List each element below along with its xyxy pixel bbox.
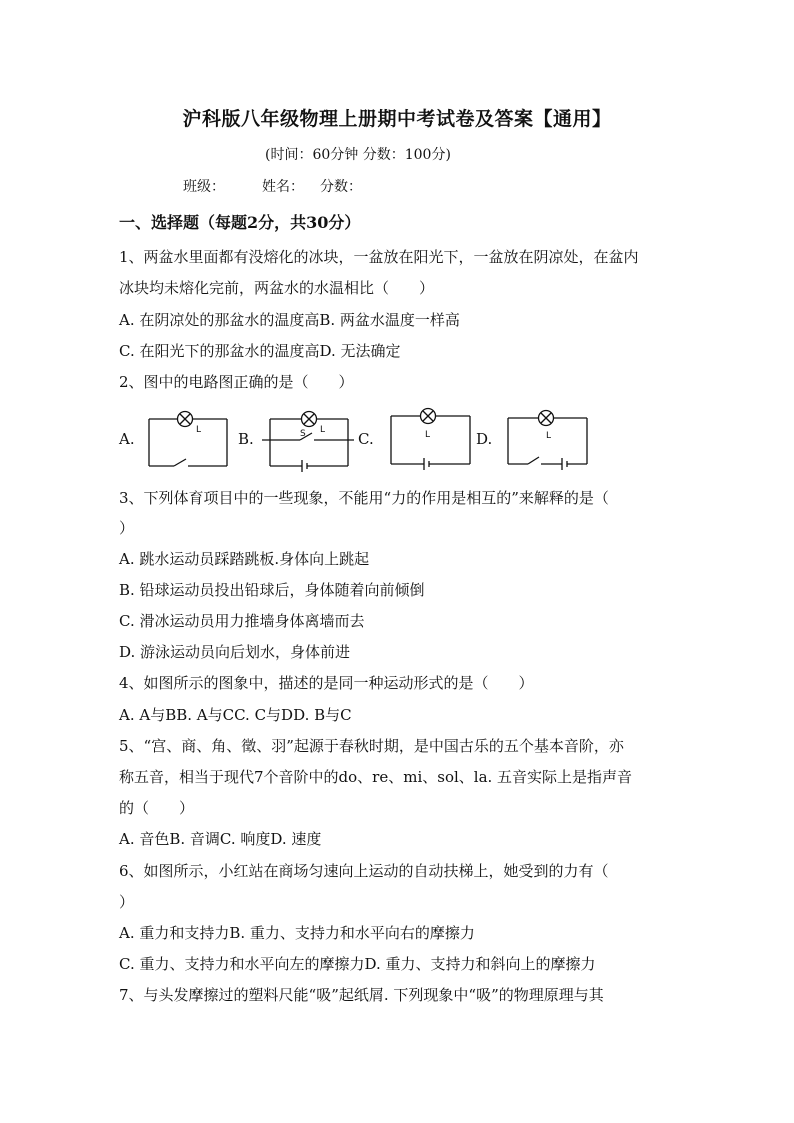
circuit-diagram-a — [140, 406, 235, 472]
q2-option-a-label: A. — [119, 430, 135, 448]
q1-options-ab: A. 在阴凉处的那盆水的温度高B. 两盆水温度一样高 — [119, 311, 460, 329]
name-label: 姓名： — [262, 179, 304, 195]
q5-stem-line3: 的（ ） — [119, 799, 195, 817]
switch-icon — [174, 459, 186, 466]
q5-stem-line2: 称五音，相当于现代7个音阶中的do、re、mi、sol、la. 五音实际上是指声音 — [119, 768, 633, 786]
q3-option-b: B. 铅球运动员投出铅球后，身体随着向前倾倒 — [119, 581, 425, 599]
q3-stem-line2: ） — [119, 519, 135, 537]
lamp-label: L — [196, 425, 202, 435]
q4-stem: 4、如图所示的图象中，描述的是同一种运动形式的是（ ） — [119, 674, 534, 692]
switch-label: S — [300, 429, 306, 439]
q7-stem-line1: 7、与头发摩擦过的塑料尺能“吸”起纸屑. 下列现象中“吸”的物理原理与其 — [119, 986, 604, 1004]
q2-stem: 2、图中的电路图正确的是（ ） — [119, 373, 354, 391]
q1-stem-line2: 冰块均未熔化完前，两盆水的水温相比（ ） — [119, 279, 435, 297]
q3-option-c: C. 滑冰运动员用力推墙身体离墙而去 — [119, 612, 365, 630]
q2-option-b-label: B. — [238, 430, 254, 448]
q6-options-ab: A. 重力和支持力B. 重力、支持力和水平向右的摩擦力 — [119, 924, 475, 942]
time-score-info: (时间：60分钟 分数：100分) — [265, 147, 451, 163]
lamp-label: L — [320, 425, 326, 435]
lamp-label: L — [546, 431, 552, 441]
section-title: 一、选择题（每题2分，共30分） — [119, 213, 361, 232]
q3-stem-line1: 3、下列体育项目中的一些现象，不能用“力的作用是相互的”来解释的是（ — [119, 489, 609, 507]
q3-option-a: A. 跳水运动员踩踏跳板.身体向上跳起 — [119, 550, 370, 568]
lamp-label: L — [425, 430, 431, 440]
q6-stem-line1: 6、如图所示，小红站在商场匀速向上运动的自动扶梯上，她受到的力有（ — [119, 862, 609, 880]
q2-option-d-label: D. — [476, 430, 493, 448]
circuit-diagram-b — [262, 406, 357, 472]
q1-options-cd: C. 在阳光下的那盆水的温度高D. 无法确定 — [119, 342, 401, 360]
class-label: 班级： — [183, 179, 225, 195]
q1-stem-line1: 1、两盆水里面都有没熔化的冰块，一盆放在阳光下，一盆放在阴凉处，在盆内 — [119, 248, 639, 266]
q5-stem-line1: 5、“宫、商、角、徵、羽”起源于春秋时期，是中国古乐的五个基本音阶，亦 — [119, 737, 624, 755]
circuit-diagram-c — [384, 406, 479, 472]
circuit-diagram-d — [502, 406, 597, 472]
q5-options: A. 音色B. 音调C. 响度D. 速度 — [119, 830, 322, 848]
q2-option-c-label: C. — [358, 430, 374, 448]
page-title: 沪科版八年级物理上册期中考试卷及答案【通用】 — [182, 108, 612, 130]
switch-icon — [528, 457, 539, 464]
score-label: 分数： — [320, 179, 362, 195]
q3-option-d: D. 游泳运动员向后划水，身体前进 — [119, 643, 351, 661]
q6-stem-line2: ） — [119, 893, 135, 911]
q4-options: A. A与BB. A与CC. C与DD. B与C — [119, 706, 352, 724]
q6-options-cd: C. 重力、支持力和水平向左的摩擦力D. 重力、支持力和斜向上的摩擦力 — [119, 955, 596, 973]
